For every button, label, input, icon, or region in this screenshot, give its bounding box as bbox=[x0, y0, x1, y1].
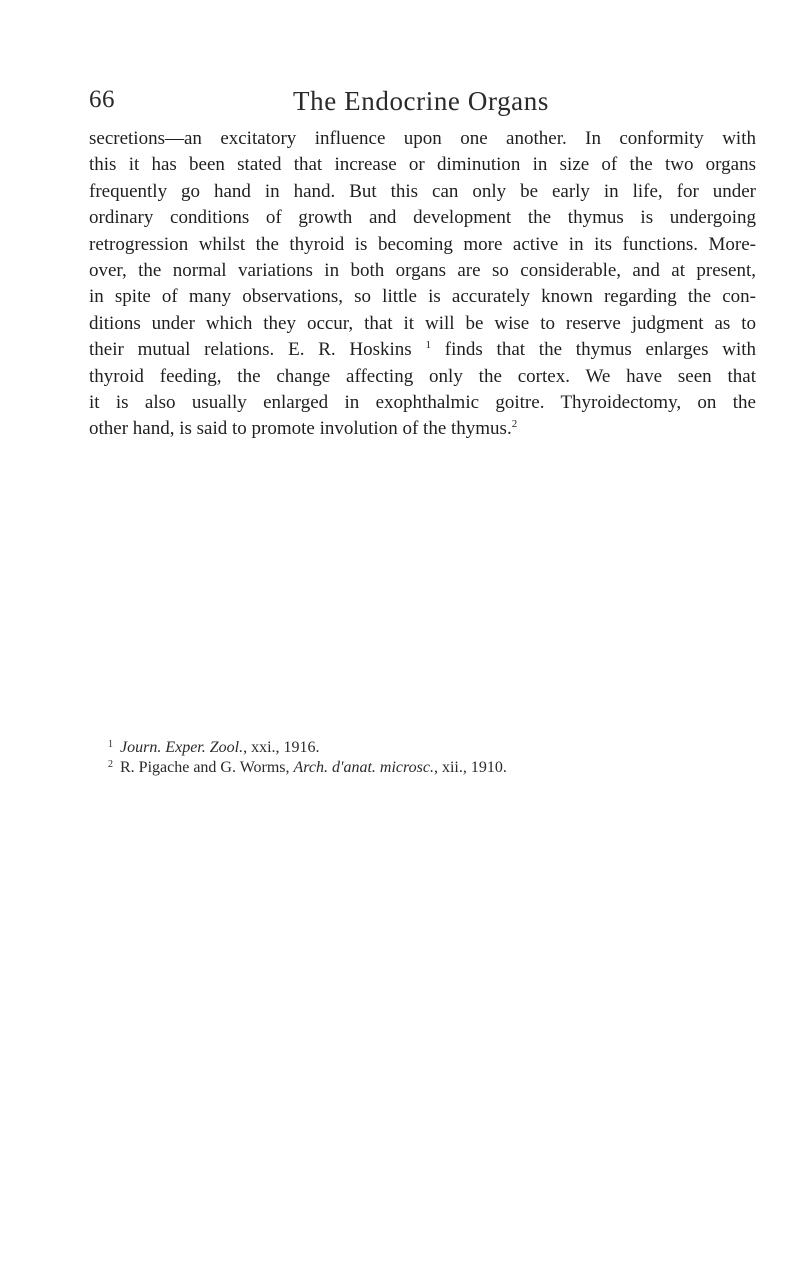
footnote-ref: 1 bbox=[425, 339, 431, 352]
footnote-citation: , xxi., 1916. bbox=[243, 739, 320, 756]
body-line-part: their mutual relations. E. R. Hoskins bbox=[89, 339, 412, 361]
footnote-journal-title: Journ. Exper. Zool. bbox=[120, 739, 244, 756]
page-number: 66 bbox=[89, 86, 115, 113]
body-line: thyroid feeding, the change affecting only the cortex. We have seen that bbox=[89, 365, 756, 387]
body-line: ditions under which they occur, that it will be wise to reserve judgment as to bbox=[89, 312, 756, 334]
body-line: ordinary conditions of growth and development the thymus is undergoing bbox=[89, 207, 756, 229]
running-title: The Endocrine Organs bbox=[293, 86, 549, 116]
body-line-part: other hand, is said to promote involution of the thymus. bbox=[89, 418, 512, 440]
footnote-citation: , xii., 1910. bbox=[433, 759, 507, 776]
footnote-mark: 1 bbox=[108, 739, 113, 750]
body-line: retrogression whilst the thyroid is becoming more active in its functions. More- bbox=[89, 233, 756, 255]
body-line: frequently go hand in hand. But this can only be early in life, for under bbox=[89, 180, 756, 202]
footnote-ref: 2 bbox=[511, 418, 518, 431]
body-line-with-ref bbox=[89, 337, 756, 363]
running-head bbox=[89, 86, 753, 120]
body-line-with-ref bbox=[89, 416, 756, 442]
footnote-journal-title: Arch. d'anat. microsc. bbox=[293, 759, 434, 776]
body-line: over, the normal variations in both organs are so considerable, and at present, bbox=[89, 259, 756, 281]
footnote-mark: 2 bbox=[108, 759, 113, 770]
body-line: this it has been stated that increase or diminution in size of the two organs bbox=[89, 154, 756, 176]
body-paragraph bbox=[89, 126, 756, 443]
body-line: in spite of many observations, so little is accurately known regarding the con- bbox=[89, 286, 756, 308]
footnote-authors: R. Pigache and G. Worms, bbox=[120, 759, 294, 776]
body-line-part: finds that the thymus enlarges with bbox=[444, 339, 757, 361]
footnote bbox=[108, 758, 756, 778]
body-line: it is also usually enlarged in exophthalmic goitre. Thyroidectomy, on the bbox=[89, 391, 756, 413]
body-line: secretions—an excitatory influence upon one another. In conformity with bbox=[89, 128, 756, 149]
footnote bbox=[108, 738, 756, 758]
footnotes bbox=[108, 738, 756, 778]
